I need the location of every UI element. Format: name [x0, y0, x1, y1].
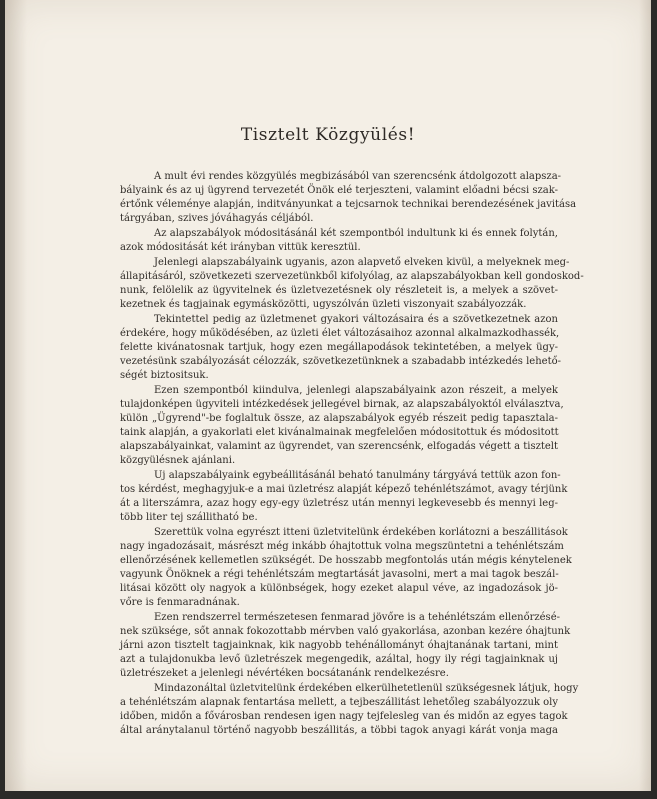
text-line: ségét biztositsuk. [120, 370, 209, 381]
paragraph [120, 256, 584, 312]
text-line: Ezen rendszerrel természetesen fenmarad jövőre is a tehénlétszám ellenőrzésé- [154, 612, 560, 623]
text-line: azok módositását két irányban vittük keresztül. [120, 242, 361, 253]
text-line: állapitásáról, szövetkezeti szervezetünkből kifolyólag, az alapszabályokban kell gondoskod- [120, 271, 584, 282]
paragraph [120, 526, 572, 610]
text-line: taink alapján, a gyakorlati elet kivánalmainak megfelelően módositottuk és módositott [120, 427, 559, 438]
document-page [5, 0, 651, 791]
text-line: át a literszámra, azaz hogy egy-egy üzletrész után mennyi legkevesebb és mennyi leg- [120, 498, 558, 509]
text-line: Mindazonáltal üzletvitelünk érdekében elkerülhetetlenül szükségesnek látjuk, hogy [154, 683, 579, 694]
text-line: külön „Ügyrend"-be foglaltuk össze, az alapszabályok egyéb részeit pedig tapasztala- [120, 413, 558, 424]
text-line: több liter tej szállitható be. [120, 512, 258, 523]
text-line: Tekintettel pedig az üzletmenet gyakori változásaira és a szövetkezetnek azon [154, 314, 558, 325]
text-line: litásai között oly nagyok a különbségek, hogy ezeket alapul véve, az ingadozások jö- [120, 583, 558, 594]
page-edge-shadow [639, 0, 651, 791]
text-line: ellenőrzésének kellemetlen szükségét. De hosszabb megfontolás után mégis kénytelenek [120, 555, 572, 566]
text-line: bályaink és az uj ügyrend tervezetét Önök elé terjeszteni, valamint előadni bécsi szak- [120, 185, 558, 196]
text-line: felette kivánatosnak tartjuk, hogy ezen megállapodások tekintetében, a melyek ügy- [120, 342, 558, 353]
text-line: Ezen szempontból kiindulva, jelenlegi alapszabályaink azon részeit, a melyek [154, 385, 558, 396]
text-line: tos kérdést, meghagyjuk-e a mai üzletrész alapját képező tehénlétszámot, avagy térjünk [120, 484, 568, 495]
paragraph [120, 170, 577, 226]
text-line: nunk, felölelik az ügyvitelnek és üzletvezetésnek oly részleteit is, a melyek a szövet- [120, 285, 558, 296]
text-line: tulajdonképen ügyviteli intézkedések jellegével birnak, az alapszabályoktól elválasztva, [120, 399, 564, 410]
text-line: nek szüksége, sőt annak fokozottabb mérvben való gyakorlása, azonban kezére óhajtunk [120, 626, 571, 637]
text-line: értőnk véleménye alapján, inditványunkat a tejcsarnok technikai berendezésének javitása [120, 199, 577, 210]
paragraph [120, 611, 571, 681]
text-line: Jelenlegi alapszabályaink ugyanis, azon alapvető elveken kivül, a melyeknek meg- [154, 257, 570, 268]
document-title: Tisztelt Közgyülés! [240, 125, 416, 145]
text-line: alapszabályainkat, valamint az ügyrendet, van szerencsénk, elfogadás végett a tisztelt [120, 441, 559, 452]
text-line: járni azon tisztelt tagjainknak, kik nagyobb tehénállományt óhajtanának tartani, mint [120, 640, 558, 651]
text-line: közgyülésnek ajánlani. [120, 455, 236, 466]
paragraph [120, 227, 558, 255]
text-line: által aránytalanul történő nagyobb beszállitás, a többi tagok anyagi kárát vonja maga [120, 725, 558, 736]
text-line: A mult évi rendes közgyülés megbizásából van szerencsénk átdolgozott alapsza- [154, 171, 562, 182]
text-line: a tehénlétszám alapnak fentartása mellett, a tejbeszállitást lehetőleg szabályozzuk oly [120, 697, 559, 708]
paragraph [120, 682, 579, 738]
document-body [120, 170, 584, 739]
paragraph [120, 384, 564, 468]
paragraph [120, 313, 561, 383]
text-line: időben, midőn a fővárosban rendesen igen nagy tejfelesleg van és midőn az egyes tagok [120, 711, 568, 722]
text-line: tárgyában, szives jóváhagyás céljából. [120, 213, 314, 224]
text-line: vőre is fenmaradnának. [120, 597, 240, 608]
text-line: nagy ingadozásait, másrészt még inkább óhajtottuk volna megszüntetni a tehénlétszám [120, 541, 564, 552]
text-line: vagyunk Önöknek a régi tehénlétszám megtartását javasolni, mert a mai tagok beszál- [120, 569, 559, 580]
paragraph [120, 469, 568, 525]
text-line: azt a tulajdonukba levő üzletrészek megengedik, azáltal, hogy ily régi tagjainknak uj [120, 654, 558, 665]
text-line: érdekére, hogy működésében, az üzleti élet változásaihoz azonnal alkalmazkodhassék, [120, 328, 560, 339]
text-line: vezetésünk szabályozását célozzák, szövetkezetünknek a szabadabb intézkedés lehető- [120, 356, 561, 367]
page-fold-shadow [5, 0, 27, 791]
text-line: Uj alapszabályaink egybeállitásánál beható tanulmány tárgyává tettük azon fon- [154, 470, 561, 481]
text-line: Az alapszabályok módositásánál két szempontból indultunk ki és ennek folytán, [154, 228, 558, 239]
text-line: Szerettük volna egyrészt itteni üzletvitelünk érdekében korlátozni a beszállitások [154, 527, 568, 538]
text-line: üzletrészeket a jelenlegi névértéken bocsátanánk rendelkezésre. [120, 668, 449, 679]
text-line: kezetnek és tagjainak egymásközötti, ugyszólván üzleti viszonyait szabályozzák. [120, 299, 527, 310]
